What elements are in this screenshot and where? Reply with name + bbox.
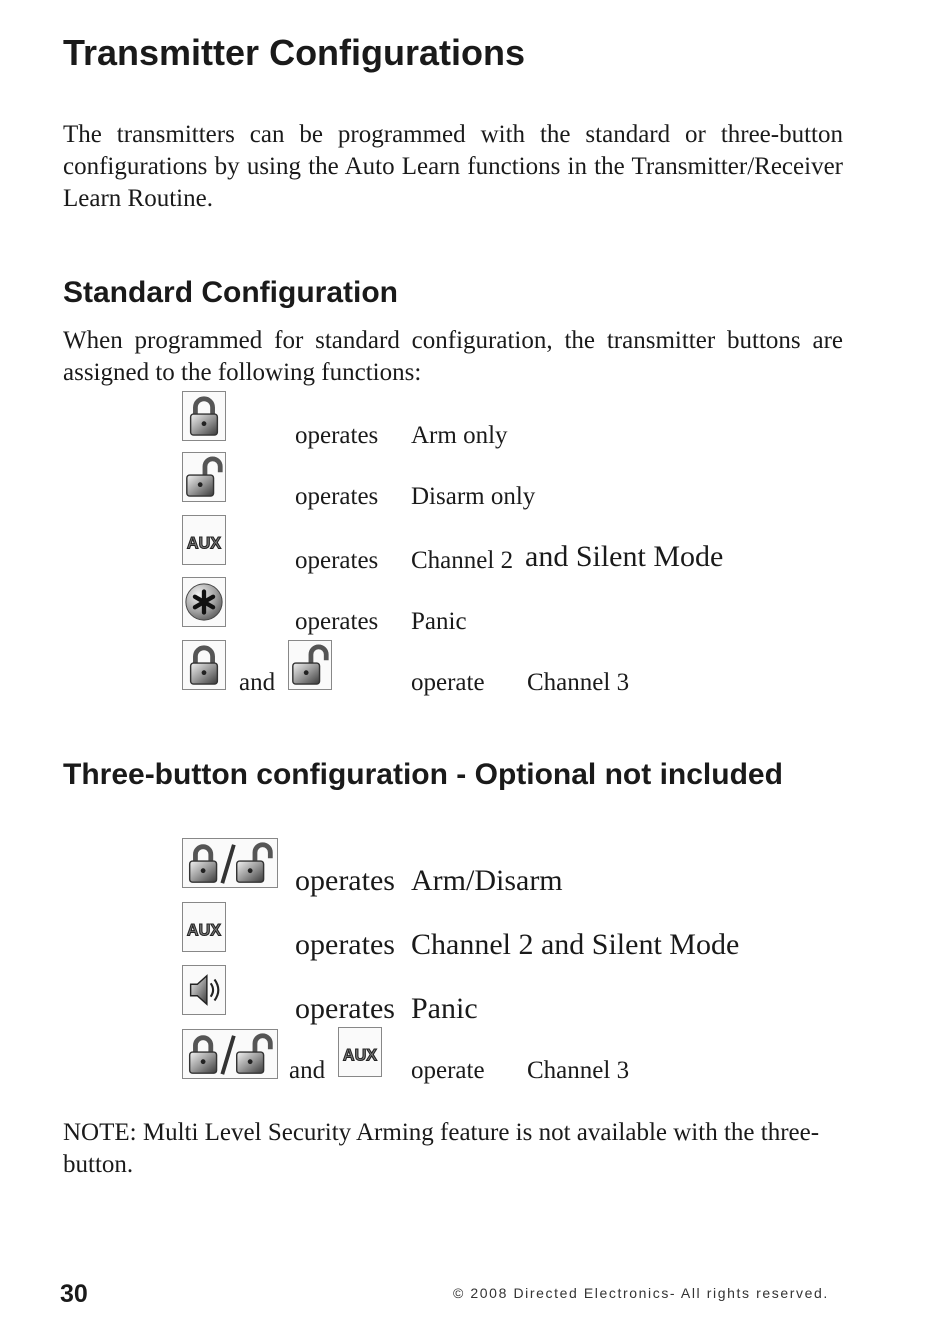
lock-unlock-icon [182, 1029, 278, 1079]
standard-intro: When programmed for standard configuration, the transmitter buttons are assigned to the following functions: [63, 327, 843, 386]
row-function: Arm only [411, 422, 508, 449]
row-verb: operates [295, 928, 395, 961]
row-verb: operates [295, 483, 379, 510]
unlock-icon [288, 640, 332, 690]
aux-icon [182, 902, 226, 952]
threebutton-heading: Three-button configuration - Optional not included [63, 758, 783, 791]
row-function: Channel 2 [411, 547, 514, 574]
note-paragraph: NOTE: Multi Level Security Arming feature is not available with the three-button. [63, 1119, 820, 1178]
lock-icon [182, 640, 226, 690]
asterisk-icon [182, 577, 226, 627]
row-joiner: and [239, 669, 276, 696]
row-verb: operate [411, 1057, 485, 1084]
speaker-icon [182, 965, 226, 1015]
standard-heading: Standard Configuration [63, 276, 398, 309]
row-verb: operates [295, 422, 379, 449]
row-verb: operates [295, 992, 395, 1025]
row-function: Panic [411, 608, 467, 635]
row-function: Panic [411, 992, 478, 1025]
copyright-notice: © 2008 Directed Electronics- All rights reserved. [453, 1285, 829, 1301]
intro-paragraph: The transmitters can be programmed with the standard or three-button configurations by using the Auto Learn functions in the Transmitter/Receiver Learn Routine. [63, 121, 843, 212]
aux-icon [182, 515, 226, 565]
aux-icon [338, 1027, 382, 1077]
page-title: Transmitter Configurations [63, 32, 526, 73]
page-number: 30 [60, 1280, 88, 1308]
row-verb: operate [411, 669, 485, 696]
row-function: Arm/Disarm [411, 864, 563, 897]
row-function: Channel 3 [527, 1057, 630, 1084]
row-verb: operates [295, 864, 395, 897]
row-function: Disarm only [411, 483, 536, 510]
row-verb: operates [295, 547, 379, 574]
unlock-icon [182, 452, 226, 502]
row-verb: operates [295, 608, 379, 635]
row-function: Channel 2 and Silent Mode [411, 928, 740, 961]
lock-unlock-icon [182, 838, 278, 888]
lock-icon [182, 391, 226, 441]
row-joiner: and [289, 1057, 326, 1084]
row-function-extra: and Silent Mode [525, 540, 724, 573]
row-function: Channel 3 [527, 669, 630, 696]
